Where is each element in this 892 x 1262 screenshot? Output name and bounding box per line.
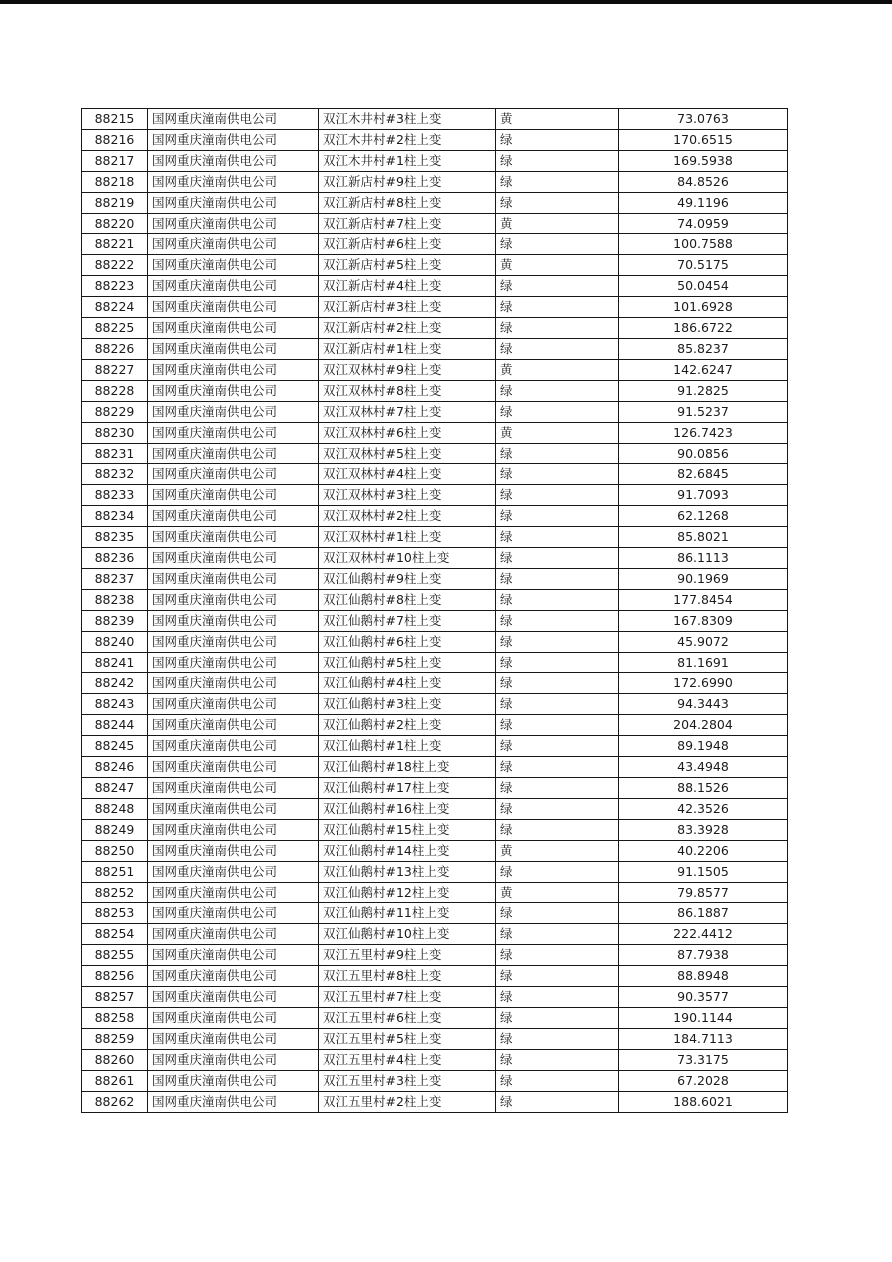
record-id-cell: 88254 bbox=[82, 924, 148, 945]
scanned-table-page bbox=[81, 108, 788, 1113]
status-cell: 绿 bbox=[496, 736, 619, 757]
value-cell: 177.8454 bbox=[619, 589, 788, 610]
status-cell: 黄 bbox=[496, 882, 619, 903]
status-cell: 绿 bbox=[496, 903, 619, 924]
value-cell: 50.0454 bbox=[619, 276, 788, 297]
record-id-cell: 88249 bbox=[82, 819, 148, 840]
record-id-cell: 88225 bbox=[82, 318, 148, 339]
record-id-cell: 88247 bbox=[82, 778, 148, 799]
table-row bbox=[82, 359, 788, 380]
value-cell: 81.1691 bbox=[619, 652, 788, 673]
table-row bbox=[82, 150, 788, 171]
device-cell: 双江新店村#6柱上变 bbox=[319, 234, 496, 255]
value-cell: 91.2825 bbox=[619, 380, 788, 401]
device-cell: 双江新店村#5柱上变 bbox=[319, 255, 496, 276]
record-id-cell: 88223 bbox=[82, 276, 148, 297]
record-id-cell: 88227 bbox=[82, 359, 148, 380]
company-cell: 国网重庆潼南供电公司 bbox=[148, 234, 319, 255]
table-row bbox=[82, 443, 788, 464]
table-row bbox=[82, 966, 788, 987]
company-cell: 国网重庆潼南供电公司 bbox=[148, 213, 319, 234]
company-cell: 国网重庆潼南供电公司 bbox=[148, 318, 319, 339]
device-cell: 双江仙鹅村#17柱上变 bbox=[319, 778, 496, 799]
company-cell: 国网重庆潼南供电公司 bbox=[148, 150, 319, 171]
device-cell: 双江双林村#1柱上变 bbox=[319, 527, 496, 548]
page-top-bar bbox=[0, 0, 892, 4]
value-cell: 94.3443 bbox=[619, 694, 788, 715]
table-row bbox=[82, 380, 788, 401]
company-cell: 国网重庆潼南供电公司 bbox=[148, 1007, 319, 1028]
record-id-cell: 88238 bbox=[82, 589, 148, 610]
device-cell: 双江仙鹅村#11柱上变 bbox=[319, 903, 496, 924]
value-cell: 90.3577 bbox=[619, 987, 788, 1008]
value-cell: 222.4412 bbox=[619, 924, 788, 945]
value-cell: 90.1969 bbox=[619, 568, 788, 589]
value-cell: 91.1505 bbox=[619, 861, 788, 882]
record-id-cell: 88250 bbox=[82, 840, 148, 861]
device-cell: 双江五里村#7柱上变 bbox=[319, 987, 496, 1008]
table-row bbox=[82, 861, 788, 882]
record-id-cell: 88236 bbox=[82, 548, 148, 569]
device-cell: 双江仙鹅村#15柱上变 bbox=[319, 819, 496, 840]
company-cell: 国网重庆潼南供电公司 bbox=[148, 359, 319, 380]
record-id-cell: 88244 bbox=[82, 715, 148, 736]
status-cell: 绿 bbox=[496, 673, 619, 694]
company-cell: 国网重庆潼南供电公司 bbox=[148, 1091, 319, 1112]
table-row bbox=[82, 903, 788, 924]
table-row bbox=[82, 109, 788, 130]
device-cell: 双江仙鹅村#2柱上变 bbox=[319, 715, 496, 736]
record-id-cell: 88235 bbox=[82, 527, 148, 548]
record-id-cell: 88218 bbox=[82, 171, 148, 192]
table-row bbox=[82, 255, 788, 276]
value-cell: 87.7938 bbox=[619, 945, 788, 966]
company-cell: 国网重庆潼南供电公司 bbox=[148, 255, 319, 276]
company-cell: 国网重庆潼南供电公司 bbox=[148, 1070, 319, 1091]
company-cell: 国网重庆潼南供电公司 bbox=[148, 924, 319, 945]
record-id-cell: 88261 bbox=[82, 1070, 148, 1091]
value-cell: 172.6990 bbox=[619, 673, 788, 694]
company-cell: 国网重庆潼南供电公司 bbox=[148, 840, 319, 861]
table-row bbox=[82, 234, 788, 255]
value-cell: 70.5175 bbox=[619, 255, 788, 276]
company-cell: 国网重庆潼南供电公司 bbox=[148, 1049, 319, 1070]
value-cell: 88.8948 bbox=[619, 966, 788, 987]
record-id-cell: 88260 bbox=[82, 1049, 148, 1070]
company-cell: 国网重庆潼南供电公司 bbox=[148, 903, 319, 924]
company-cell: 国网重庆潼南供电公司 bbox=[148, 506, 319, 527]
device-cell: 双江五里村#6柱上变 bbox=[319, 1007, 496, 1028]
company-cell: 国网重庆潼南供电公司 bbox=[148, 819, 319, 840]
status-cell: 黄 bbox=[496, 213, 619, 234]
device-cell: 双江双林村#9柱上变 bbox=[319, 359, 496, 380]
device-cell: 双江五里村#5柱上变 bbox=[319, 1028, 496, 1049]
record-id-cell: 88220 bbox=[82, 213, 148, 234]
status-cell: 绿 bbox=[496, 798, 619, 819]
status-cell: 绿 bbox=[496, 506, 619, 527]
device-cell: 双江新店村#8柱上变 bbox=[319, 192, 496, 213]
company-cell: 国网重庆潼南供电公司 bbox=[148, 589, 319, 610]
status-cell: 绿 bbox=[496, 987, 619, 1008]
record-id-cell: 88221 bbox=[82, 234, 148, 255]
value-cell: 101.6928 bbox=[619, 297, 788, 318]
value-cell: 91.7093 bbox=[619, 485, 788, 506]
status-cell: 绿 bbox=[496, 1028, 619, 1049]
status-cell: 绿 bbox=[496, 297, 619, 318]
company-cell: 国网重庆潼南供电公司 bbox=[148, 548, 319, 569]
device-cell: 双江仙鹅村#5柱上变 bbox=[319, 652, 496, 673]
table-row bbox=[82, 945, 788, 966]
record-id-cell: 88234 bbox=[82, 506, 148, 527]
device-cell: 双江仙鹅村#14柱上变 bbox=[319, 840, 496, 861]
status-cell: 绿 bbox=[496, 318, 619, 339]
table-row bbox=[82, 1049, 788, 1070]
table-body bbox=[82, 109, 788, 1113]
device-cell: 双江新店村#4柱上变 bbox=[319, 276, 496, 297]
table-row bbox=[82, 1070, 788, 1091]
record-id-cell: 88217 bbox=[82, 150, 148, 171]
table-row bbox=[82, 527, 788, 548]
device-cell: 双江五里村#9柱上变 bbox=[319, 945, 496, 966]
table-row bbox=[82, 924, 788, 945]
device-cell: 双江五里村#4柱上变 bbox=[319, 1049, 496, 1070]
record-id-cell: 88258 bbox=[82, 1007, 148, 1028]
table-row bbox=[82, 840, 788, 861]
company-cell: 国网重庆潼南供电公司 bbox=[148, 464, 319, 485]
device-cell: 双江双林村#8柱上变 bbox=[319, 380, 496, 401]
table-row bbox=[82, 401, 788, 422]
status-cell: 绿 bbox=[496, 966, 619, 987]
record-id-cell: 88231 bbox=[82, 443, 148, 464]
company-cell: 国网重庆潼南供电公司 bbox=[148, 192, 319, 213]
company-cell: 国网重庆潼南供电公司 bbox=[148, 987, 319, 1008]
status-cell: 黄 bbox=[496, 109, 619, 130]
record-id-cell: 88224 bbox=[82, 297, 148, 318]
company-cell: 国网重庆潼南供电公司 bbox=[148, 694, 319, 715]
record-id-cell: 88257 bbox=[82, 987, 148, 1008]
table-row bbox=[82, 882, 788, 903]
device-cell: 双江仙鹅村#9柱上变 bbox=[319, 568, 496, 589]
device-cell: 双江五里村#3柱上变 bbox=[319, 1070, 496, 1091]
status-cell: 黄 bbox=[496, 359, 619, 380]
record-id-cell: 88243 bbox=[82, 694, 148, 715]
company-cell: 国网重庆潼南供电公司 bbox=[148, 736, 319, 757]
device-cell: 双江木井村#1柱上变 bbox=[319, 150, 496, 171]
record-id-cell: 88242 bbox=[82, 673, 148, 694]
status-cell: 绿 bbox=[496, 568, 619, 589]
device-cell: 双江双林村#2柱上变 bbox=[319, 506, 496, 527]
company-cell: 国网重庆潼南供电公司 bbox=[148, 401, 319, 422]
status-cell: 绿 bbox=[496, 778, 619, 799]
record-id-cell: 88255 bbox=[82, 945, 148, 966]
company-cell: 国网重庆潼南供电公司 bbox=[148, 945, 319, 966]
status-cell: 绿 bbox=[496, 1007, 619, 1028]
record-id-cell: 88246 bbox=[82, 757, 148, 778]
record-id-cell: 88215 bbox=[82, 109, 148, 130]
device-cell: 双江双林村#10柱上变 bbox=[319, 548, 496, 569]
status-cell: 绿 bbox=[496, 631, 619, 652]
device-cell: 双江木井村#2柱上变 bbox=[319, 129, 496, 150]
record-id-cell: 88233 bbox=[82, 485, 148, 506]
status-cell: 绿 bbox=[496, 715, 619, 736]
value-cell: 190.1144 bbox=[619, 1007, 788, 1028]
company-cell: 国网重庆潼南供电公司 bbox=[148, 757, 319, 778]
record-id-cell: 88230 bbox=[82, 422, 148, 443]
value-cell: 84.8526 bbox=[619, 171, 788, 192]
status-cell: 绿 bbox=[496, 171, 619, 192]
table-row bbox=[82, 631, 788, 652]
record-id-cell: 88228 bbox=[82, 380, 148, 401]
status-cell: 绿 bbox=[496, 401, 619, 422]
device-cell: 双江仙鹅村#12柱上变 bbox=[319, 882, 496, 903]
value-cell: 49.1196 bbox=[619, 192, 788, 213]
table-row bbox=[82, 171, 788, 192]
record-id-cell: 88240 bbox=[82, 631, 148, 652]
status-cell: 绿 bbox=[496, 380, 619, 401]
company-cell: 国网重庆潼南供电公司 bbox=[148, 673, 319, 694]
status-cell: 绿 bbox=[496, 1070, 619, 1091]
value-cell: 188.6021 bbox=[619, 1091, 788, 1112]
company-cell: 国网重庆潼南供电公司 bbox=[148, 631, 319, 652]
value-cell: 170.6515 bbox=[619, 129, 788, 150]
company-cell: 国网重庆潼南供电公司 bbox=[148, 778, 319, 799]
company-cell: 国网重庆潼南供电公司 bbox=[148, 861, 319, 882]
company-cell: 国网重庆潼南供电公司 bbox=[148, 338, 319, 359]
table-row bbox=[82, 548, 788, 569]
table-row bbox=[82, 987, 788, 1008]
device-cell: 双江五里村#8柱上变 bbox=[319, 966, 496, 987]
company-cell: 国网重庆潼南供电公司 bbox=[148, 527, 319, 548]
device-cell: 双江木井村#3柱上变 bbox=[319, 109, 496, 130]
status-cell: 绿 bbox=[496, 548, 619, 569]
status-cell: 绿 bbox=[496, 694, 619, 715]
status-cell: 绿 bbox=[496, 861, 619, 882]
device-cell: 双江仙鹅村#16柱上变 bbox=[319, 798, 496, 819]
value-cell: 79.8577 bbox=[619, 882, 788, 903]
value-cell: 85.8021 bbox=[619, 527, 788, 548]
device-cell: 双江五里村#2柱上变 bbox=[319, 1091, 496, 1112]
value-cell: 86.1113 bbox=[619, 548, 788, 569]
value-cell: 74.0959 bbox=[619, 213, 788, 234]
value-cell: 142.6247 bbox=[619, 359, 788, 380]
device-cell: 双江新店村#1柱上变 bbox=[319, 338, 496, 359]
table-row bbox=[82, 798, 788, 819]
device-cell: 双江新店村#9柱上变 bbox=[319, 171, 496, 192]
value-cell: 89.1948 bbox=[619, 736, 788, 757]
device-cell: 双江双林村#5柱上变 bbox=[319, 443, 496, 464]
status-cell: 绿 bbox=[496, 276, 619, 297]
status-cell: 绿 bbox=[496, 652, 619, 673]
table-row bbox=[82, 715, 788, 736]
company-cell: 国网重庆潼南供电公司 bbox=[148, 297, 319, 318]
status-cell: 绿 bbox=[496, 192, 619, 213]
device-cell: 双江仙鹅村#1柱上变 bbox=[319, 736, 496, 757]
company-cell: 国网重庆潼南供电公司 bbox=[148, 276, 319, 297]
value-cell: 88.1526 bbox=[619, 778, 788, 799]
status-cell: 绿 bbox=[496, 945, 619, 966]
device-cell: 双江仙鹅村#7柱上变 bbox=[319, 610, 496, 631]
table-row bbox=[82, 652, 788, 673]
status-cell: 黄 bbox=[496, 255, 619, 276]
value-cell: 184.7113 bbox=[619, 1028, 788, 1049]
device-cell: 双江仙鹅村#4柱上变 bbox=[319, 673, 496, 694]
table-row bbox=[82, 673, 788, 694]
value-cell: 40.2206 bbox=[619, 840, 788, 861]
status-cell: 绿 bbox=[496, 129, 619, 150]
record-id-cell: 88241 bbox=[82, 652, 148, 673]
record-id-cell: 88252 bbox=[82, 882, 148, 903]
value-cell: 45.9072 bbox=[619, 631, 788, 652]
value-cell: 186.6722 bbox=[619, 318, 788, 339]
value-cell: 204.2804 bbox=[619, 715, 788, 736]
table-row bbox=[82, 1007, 788, 1028]
device-cell: 双江双林村#7柱上变 bbox=[319, 401, 496, 422]
value-cell: 91.5237 bbox=[619, 401, 788, 422]
company-cell: 国网重庆潼南供电公司 bbox=[148, 109, 319, 130]
record-id-cell: 88259 bbox=[82, 1028, 148, 1049]
company-cell: 国网重庆潼南供电公司 bbox=[148, 568, 319, 589]
company-cell: 国网重庆潼南供电公司 bbox=[148, 610, 319, 631]
company-cell: 国网重庆潼南供电公司 bbox=[148, 1028, 319, 1049]
device-cell: 双江新店村#7柱上变 bbox=[319, 213, 496, 234]
company-cell: 国网重庆潼南供电公司 bbox=[148, 171, 319, 192]
device-cell: 双江新店村#3柱上变 bbox=[319, 297, 496, 318]
table-row bbox=[82, 1028, 788, 1049]
status-cell: 绿 bbox=[496, 527, 619, 548]
table-row bbox=[82, 589, 788, 610]
status-cell: 绿 bbox=[496, 757, 619, 778]
device-cell: 双江双林村#3柱上变 bbox=[319, 485, 496, 506]
table-row bbox=[82, 610, 788, 631]
device-cell: 双江仙鹅村#13柱上变 bbox=[319, 861, 496, 882]
value-cell: 67.2028 bbox=[619, 1070, 788, 1091]
company-cell: 国网重庆潼南供电公司 bbox=[148, 129, 319, 150]
status-cell: 绿 bbox=[496, 610, 619, 631]
table-row bbox=[82, 1091, 788, 1112]
company-cell: 国网重庆潼南供电公司 bbox=[148, 380, 319, 401]
status-cell: 绿 bbox=[496, 1049, 619, 1070]
status-cell: 绿 bbox=[496, 150, 619, 171]
device-cell: 双江新店村#2柱上变 bbox=[319, 318, 496, 339]
status-cell: 绿 bbox=[496, 819, 619, 840]
device-cell: 双江仙鹅村#3柱上变 bbox=[319, 694, 496, 715]
status-cell: 绿 bbox=[496, 234, 619, 255]
record-id-cell: 88256 bbox=[82, 966, 148, 987]
company-cell: 国网重庆潼南供电公司 bbox=[148, 798, 319, 819]
record-id-cell: 88248 bbox=[82, 798, 148, 819]
record-id-cell: 88253 bbox=[82, 903, 148, 924]
status-cell: 绿 bbox=[496, 464, 619, 485]
value-cell: 86.1887 bbox=[619, 903, 788, 924]
record-id-cell: 88237 bbox=[82, 568, 148, 589]
table-row bbox=[82, 318, 788, 339]
table-row bbox=[82, 464, 788, 485]
company-cell: 国网重庆潼南供电公司 bbox=[148, 422, 319, 443]
record-id-cell: 88232 bbox=[82, 464, 148, 485]
value-cell: 90.0856 bbox=[619, 443, 788, 464]
record-id-cell: 88239 bbox=[82, 610, 148, 631]
status-cell: 绿 bbox=[496, 924, 619, 945]
value-cell: 100.7588 bbox=[619, 234, 788, 255]
status-cell: 绿 bbox=[496, 589, 619, 610]
device-cell: 双江双林村#4柱上变 bbox=[319, 464, 496, 485]
record-id-cell: 88222 bbox=[82, 255, 148, 276]
table-row bbox=[82, 757, 788, 778]
table-row bbox=[82, 129, 788, 150]
value-cell: 85.8237 bbox=[619, 338, 788, 359]
data-table bbox=[81, 108, 788, 1113]
value-cell: 169.5938 bbox=[619, 150, 788, 171]
status-cell: 绿 bbox=[496, 485, 619, 506]
status-cell: 绿 bbox=[496, 443, 619, 464]
table-row bbox=[82, 422, 788, 443]
company-cell: 国网重庆潼南供电公司 bbox=[148, 485, 319, 506]
record-id-cell: 88251 bbox=[82, 861, 148, 882]
status-cell: 黄 bbox=[496, 840, 619, 861]
table-row bbox=[82, 485, 788, 506]
status-cell: 黄 bbox=[496, 422, 619, 443]
status-cell: 绿 bbox=[496, 338, 619, 359]
company-cell: 国网重庆潼南供电公司 bbox=[148, 966, 319, 987]
table-row bbox=[82, 338, 788, 359]
value-cell: 62.1268 bbox=[619, 506, 788, 527]
table-row bbox=[82, 213, 788, 234]
device-cell: 双江仙鹅村#10柱上变 bbox=[319, 924, 496, 945]
record-id-cell: 88216 bbox=[82, 129, 148, 150]
table-row bbox=[82, 568, 788, 589]
value-cell: 167.8309 bbox=[619, 610, 788, 631]
record-id-cell: 88226 bbox=[82, 338, 148, 359]
device-cell: 双江仙鹅村#6柱上变 bbox=[319, 631, 496, 652]
table-row bbox=[82, 819, 788, 840]
value-cell: 73.0763 bbox=[619, 109, 788, 130]
company-cell: 国网重庆潼南供电公司 bbox=[148, 652, 319, 673]
status-cell: 绿 bbox=[496, 1091, 619, 1112]
table-row bbox=[82, 778, 788, 799]
table-row bbox=[82, 694, 788, 715]
table-row bbox=[82, 297, 788, 318]
device-cell: 双江仙鹅村#8柱上变 bbox=[319, 589, 496, 610]
company-cell: 国网重庆潼南供电公司 bbox=[148, 715, 319, 736]
record-id-cell: 88219 bbox=[82, 192, 148, 213]
record-id-cell: 88262 bbox=[82, 1091, 148, 1112]
value-cell: 82.6845 bbox=[619, 464, 788, 485]
table-row bbox=[82, 192, 788, 213]
company-cell: 国网重庆潼南供电公司 bbox=[148, 882, 319, 903]
record-id-cell: 88229 bbox=[82, 401, 148, 422]
value-cell: 73.3175 bbox=[619, 1049, 788, 1070]
value-cell: 83.3928 bbox=[619, 819, 788, 840]
record-id-cell: 88245 bbox=[82, 736, 148, 757]
table-row bbox=[82, 506, 788, 527]
value-cell: 126.7423 bbox=[619, 422, 788, 443]
table-row bbox=[82, 736, 788, 757]
device-cell: 双江仙鹅村#18柱上变 bbox=[319, 757, 496, 778]
value-cell: 43.4948 bbox=[619, 757, 788, 778]
company-cell: 国网重庆潼南供电公司 bbox=[148, 443, 319, 464]
table-row bbox=[82, 276, 788, 297]
device-cell: 双江双林村#6柱上变 bbox=[319, 422, 496, 443]
value-cell: 42.3526 bbox=[619, 798, 788, 819]
